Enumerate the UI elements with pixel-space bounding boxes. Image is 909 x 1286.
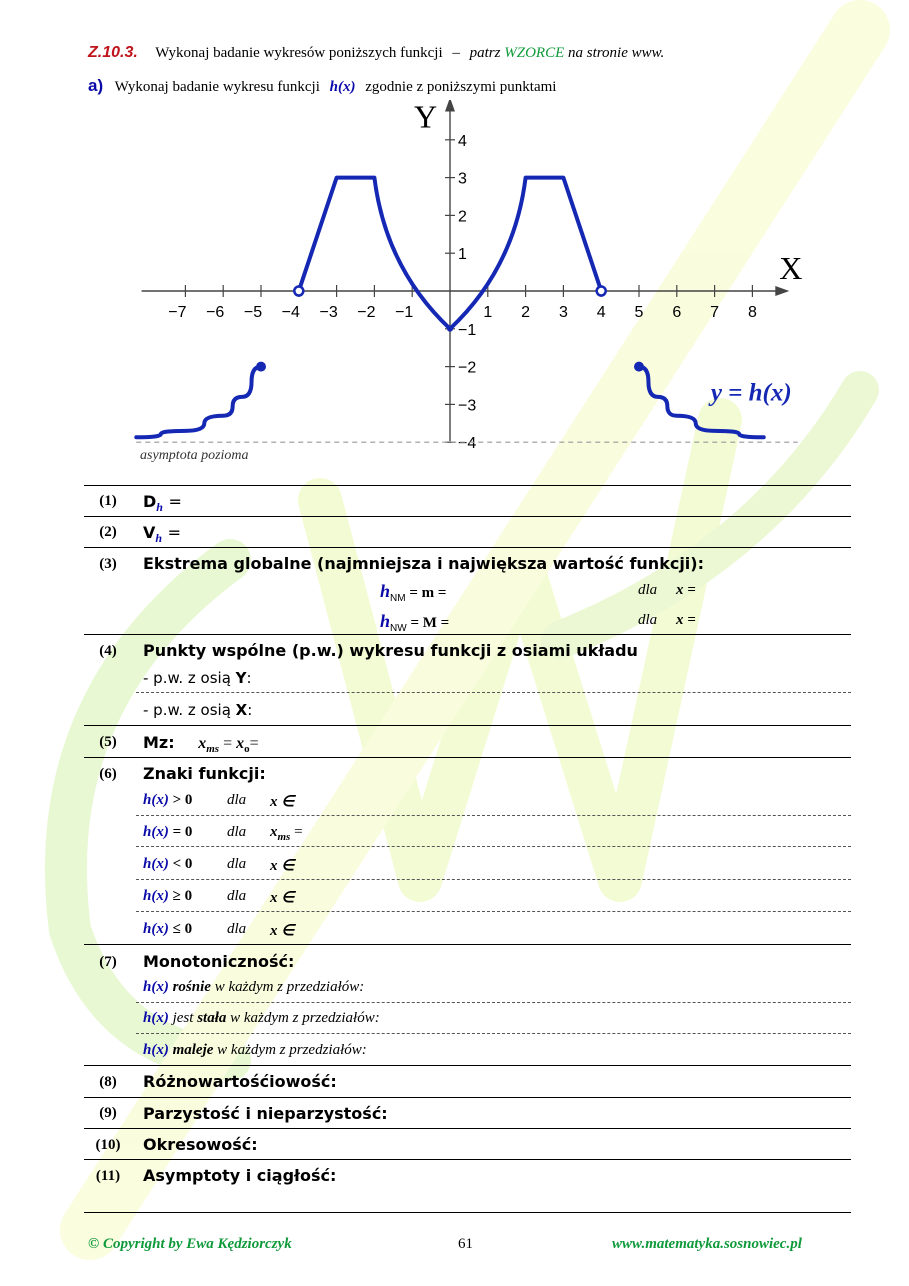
x-tick-label: −2 — [357, 304, 376, 321]
row-dotted-separator — [136, 879, 851, 880]
problem-header — [88, 44, 664, 62]
zeros-x0: x — [236, 735, 245, 752]
min-sub: NM — [390, 593, 406, 604]
function-label: y = h(x) — [710, 379, 792, 407]
mono-word: stała — [197, 1010, 227, 1026]
sign-rel: ≥ 0 — [172, 888, 193, 904]
sign-dla: dla — [227, 921, 247, 937]
extrema-label: Ekstrema globalne (najmniejsza i największa wartość funkcji): — [143, 554, 704, 573]
min-value-line — [380, 581, 446, 604]
subtask-line — [88, 76, 556, 96]
max-x-eq: x = — [676, 612, 696, 628]
mono-row-decreasing — [143, 1042, 367, 1059]
ref-prefix: patrz — [469, 45, 501, 61]
y-axis-letter: Y — [235, 669, 247, 687]
y-tick-label: 3 — [458, 170, 467, 188]
max-value-line — [380, 611, 449, 634]
footer-separator — [84, 1212, 851, 1213]
max-dla: dla — [638, 612, 658, 628]
sign-row-positive — [143, 792, 295, 810]
sign-row-zero — [143, 824, 303, 843]
sign-x-sub: ms — [277, 831, 291, 843]
y-tick-label: −4 — [458, 435, 477, 453]
row-separator — [84, 1065, 851, 1066]
x-axis-text: - p.w. z osią — [143, 701, 231, 719]
y-tick-label: 4 — [458, 132, 467, 150]
sign-rel: ≤ 0 — [172, 921, 193, 937]
monotonicity-label: Monotoniczność: — [143, 952, 295, 971]
footer-page-number: 61 — [458, 1236, 473, 1252]
row-separator — [84, 725, 851, 726]
subtask-func: h(x) — [329, 79, 356, 95]
y-axis-arrow — [445, 100, 455, 112]
sign-x: x ∈ — [270, 858, 295, 874]
row-number-1: (1) — [99, 493, 117, 509]
min-x-eq: x = — [676, 582, 696, 598]
sign-row-nonneg — [143, 888, 295, 906]
row-number-7: (7) — [99, 954, 117, 970]
x-tick-label: 7 — [710, 304, 720, 321]
sign-x: x ∈ — [270, 923, 295, 939]
sign-x: x ∈ — [270, 794, 295, 810]
sign-func: h(x) — [143, 856, 169, 872]
row-number-5: (5) — [99, 734, 117, 750]
x-tick-label: −6 — [206, 304, 225, 321]
mono-func: h(x) — [143, 979, 169, 995]
sign-x: x — [270, 824, 278, 840]
range-letter: V — [143, 523, 156, 542]
sign-func: h(x) — [143, 792, 169, 808]
row-separator — [84, 757, 851, 758]
x-tick-label: 2 — [521, 304, 531, 321]
domain-sub: h — [156, 500, 163, 515]
mono-pre: jest — [172, 1010, 194, 1026]
mono-rest: w każdym z przedziałów: — [230, 1010, 380, 1026]
x-axis-arrow — [775, 286, 789, 296]
domain-label — [143, 492, 182, 515]
mono-rest: w każdym z przedziałów: — [214, 979, 365, 995]
mono-func: h(x) — [143, 1010, 169, 1026]
footer-site-link[interactable]: www.matematyka.sosnowiec.pl — [612, 1236, 802, 1252]
max-rest: = M = — [410, 615, 450, 631]
problem-instruction: Wykonaj badanie wykresów poniższych funkcji — [155, 45, 443, 61]
sign-dla: dla — [227, 824, 247, 840]
row-number-6: (6) — [99, 766, 117, 782]
y-tick-label: −2 — [458, 359, 477, 377]
ref-link[interactable]: WZORCE — [504, 45, 565, 61]
sign-row-nonpos — [143, 921, 295, 939]
row-dotted-separator — [136, 692, 851, 693]
x-tick-label: 3 — [558, 304, 568, 321]
x-tick-label: 5 — [634, 304, 644, 321]
parity-label: Parzystość i nieparzystość: — [143, 1104, 388, 1123]
sign-dla: dla — [227, 792, 247, 808]
x-tick-label: 6 — [672, 304, 682, 321]
header-dash: – — [452, 45, 460, 61]
min-h: h — [380, 581, 391, 601]
sign-x-eq: = — [294, 824, 303, 840]
row-separator — [84, 1128, 851, 1129]
asymptotes-label: Asymptoty i ciągłość: — [143, 1166, 337, 1185]
sign-rel: = 0 — [172, 824, 193, 840]
mono-word: rośnie — [172, 979, 211, 995]
zeros-o: o — [244, 743, 250, 756]
x-axis-label: X — [779, 250, 803, 286]
x-tick-label: 8 — [747, 304, 757, 321]
signs-label: Znaki funkcji: — [143, 764, 266, 783]
row-separator — [84, 485, 851, 486]
domain-eq: = — [168, 492, 182, 511]
row-separator — [84, 1159, 851, 1160]
row-separator — [84, 944, 851, 945]
sign-func: h(x) — [143, 888, 169, 904]
sign-x-ms — [270, 824, 303, 843]
sign-x: x ∈ — [270, 890, 295, 906]
row-number-2: (2) — [99, 524, 117, 540]
x-axis-colon: : — [247, 701, 253, 719]
sign-rel: < 0 — [172, 856, 193, 872]
open-endpoint — [597, 287, 606, 296]
y-axis-text: - p.w. z osią — [143, 669, 231, 687]
y-axis-point-line — [143, 669, 252, 687]
mono-func: h(x) — [143, 1042, 169, 1058]
y-tick-label: −3 — [458, 397, 477, 415]
zeros-ms: ms — [206, 743, 220, 756]
ref-suffix: na stronie www. — [567, 45, 665, 61]
function-graph — [120, 100, 820, 480]
max-h: h — [380, 611, 391, 631]
closed-endpoint — [447, 326, 453, 332]
sign-rel: > 0 — [172, 792, 193, 808]
y-tick-label: 2 — [458, 208, 467, 226]
row-dotted-separator — [136, 1033, 851, 1034]
zeros-eq-sign: = — [223, 735, 233, 752]
domain-letter: D — [143, 492, 157, 511]
sign-func: h(x) — [143, 824, 169, 840]
y-axis-label: Y — [414, 100, 438, 135]
sign-dla: dla — [227, 856, 247, 872]
max-sub: NW — [390, 623, 407, 634]
open-endpoint — [294, 287, 303, 296]
row-dotted-separator — [136, 1002, 851, 1003]
y-tick-label: −1 — [458, 321, 477, 339]
row-number-3: (3) — [99, 556, 117, 572]
mono-word: maleje — [172, 1042, 214, 1058]
problem-number: Z.10.3. — [88, 44, 138, 61]
x-tick-label: −1 — [395, 304, 414, 321]
curve-left-branch — [136, 367, 261, 438]
range-label — [143, 523, 181, 546]
x-tick-label: 4 — [596, 304, 606, 321]
subtask-letter: a) — [88, 76, 104, 95]
zeros-eq — [198, 735, 259, 756]
axes-points-label: Punkty wspólne (p.w.) wykresu funkcji z osiami układu — [143, 641, 638, 660]
row-separator — [84, 1097, 851, 1098]
y-axis-colon: : — [246, 669, 252, 687]
row-number-8: (8) — [99, 1074, 117, 1090]
range-sub: h — [155, 531, 163, 546]
asymptote-label: asymptota pozioma — [140, 448, 249, 464]
row-number-9: (9) — [99, 1105, 117, 1121]
subtask-text-after: zgodnie z poniższymi punktami — [365, 79, 557, 95]
injectivity-label: Różnowartośćiowość: — [143, 1072, 337, 1091]
row-number-4: (4) — [99, 643, 117, 659]
zeros-label — [143, 733, 259, 755]
closed-endpoint — [256, 362, 266, 372]
row-number-11: (11) — [95, 1168, 121, 1184]
mono-row-increasing — [143, 979, 364, 996]
x-tick-label: −7 — [168, 304, 187, 321]
x-tick-label: −3 — [319, 304, 338, 321]
range-eq: = — [167, 523, 182, 542]
sign-dla: dla — [227, 888, 247, 904]
row-dotted-separator — [136, 911, 851, 912]
x-tick-label: −5 — [243, 304, 263, 321]
row-separator — [84, 547, 851, 548]
x-axis-point-line — [143, 701, 252, 719]
row-dotted-separator — [136, 815, 851, 816]
x-axis-letter: X — [235, 701, 248, 719]
y-tick-label: 1 — [458, 246, 467, 264]
sign-row-negative — [143, 856, 295, 874]
subtask-text-before: Wykonaj badanie wykresu funkcji — [114, 79, 320, 95]
zeros-x: x — [198, 735, 207, 752]
mono-rest: w każdym z przedziałów: — [217, 1042, 367, 1058]
row-separator — [84, 634, 851, 635]
x-tick-label: −4 — [281, 304, 300, 321]
min-dla: dla — [638, 582, 658, 598]
closed-endpoint — [634, 362, 644, 372]
row-number-10: (10) — [95, 1137, 121, 1153]
zeros-title: Mz: — [143, 733, 175, 752]
x-tick-label: 1 — [483, 304, 493, 321]
min-rest: = m = — [409, 585, 447, 601]
zeros-eq-sign-2: = — [249, 735, 259, 752]
footer-copyright: © Copyright by Ewa Kędziorczyk — [88, 1236, 292, 1252]
row-separator — [84, 516, 851, 517]
row-dotted-separator — [136, 846, 851, 847]
mono-row-constant — [143, 1010, 380, 1027]
periodicity-label: Okresowość: — [143, 1135, 258, 1154]
sign-func: h(x) — [143, 921, 169, 937]
